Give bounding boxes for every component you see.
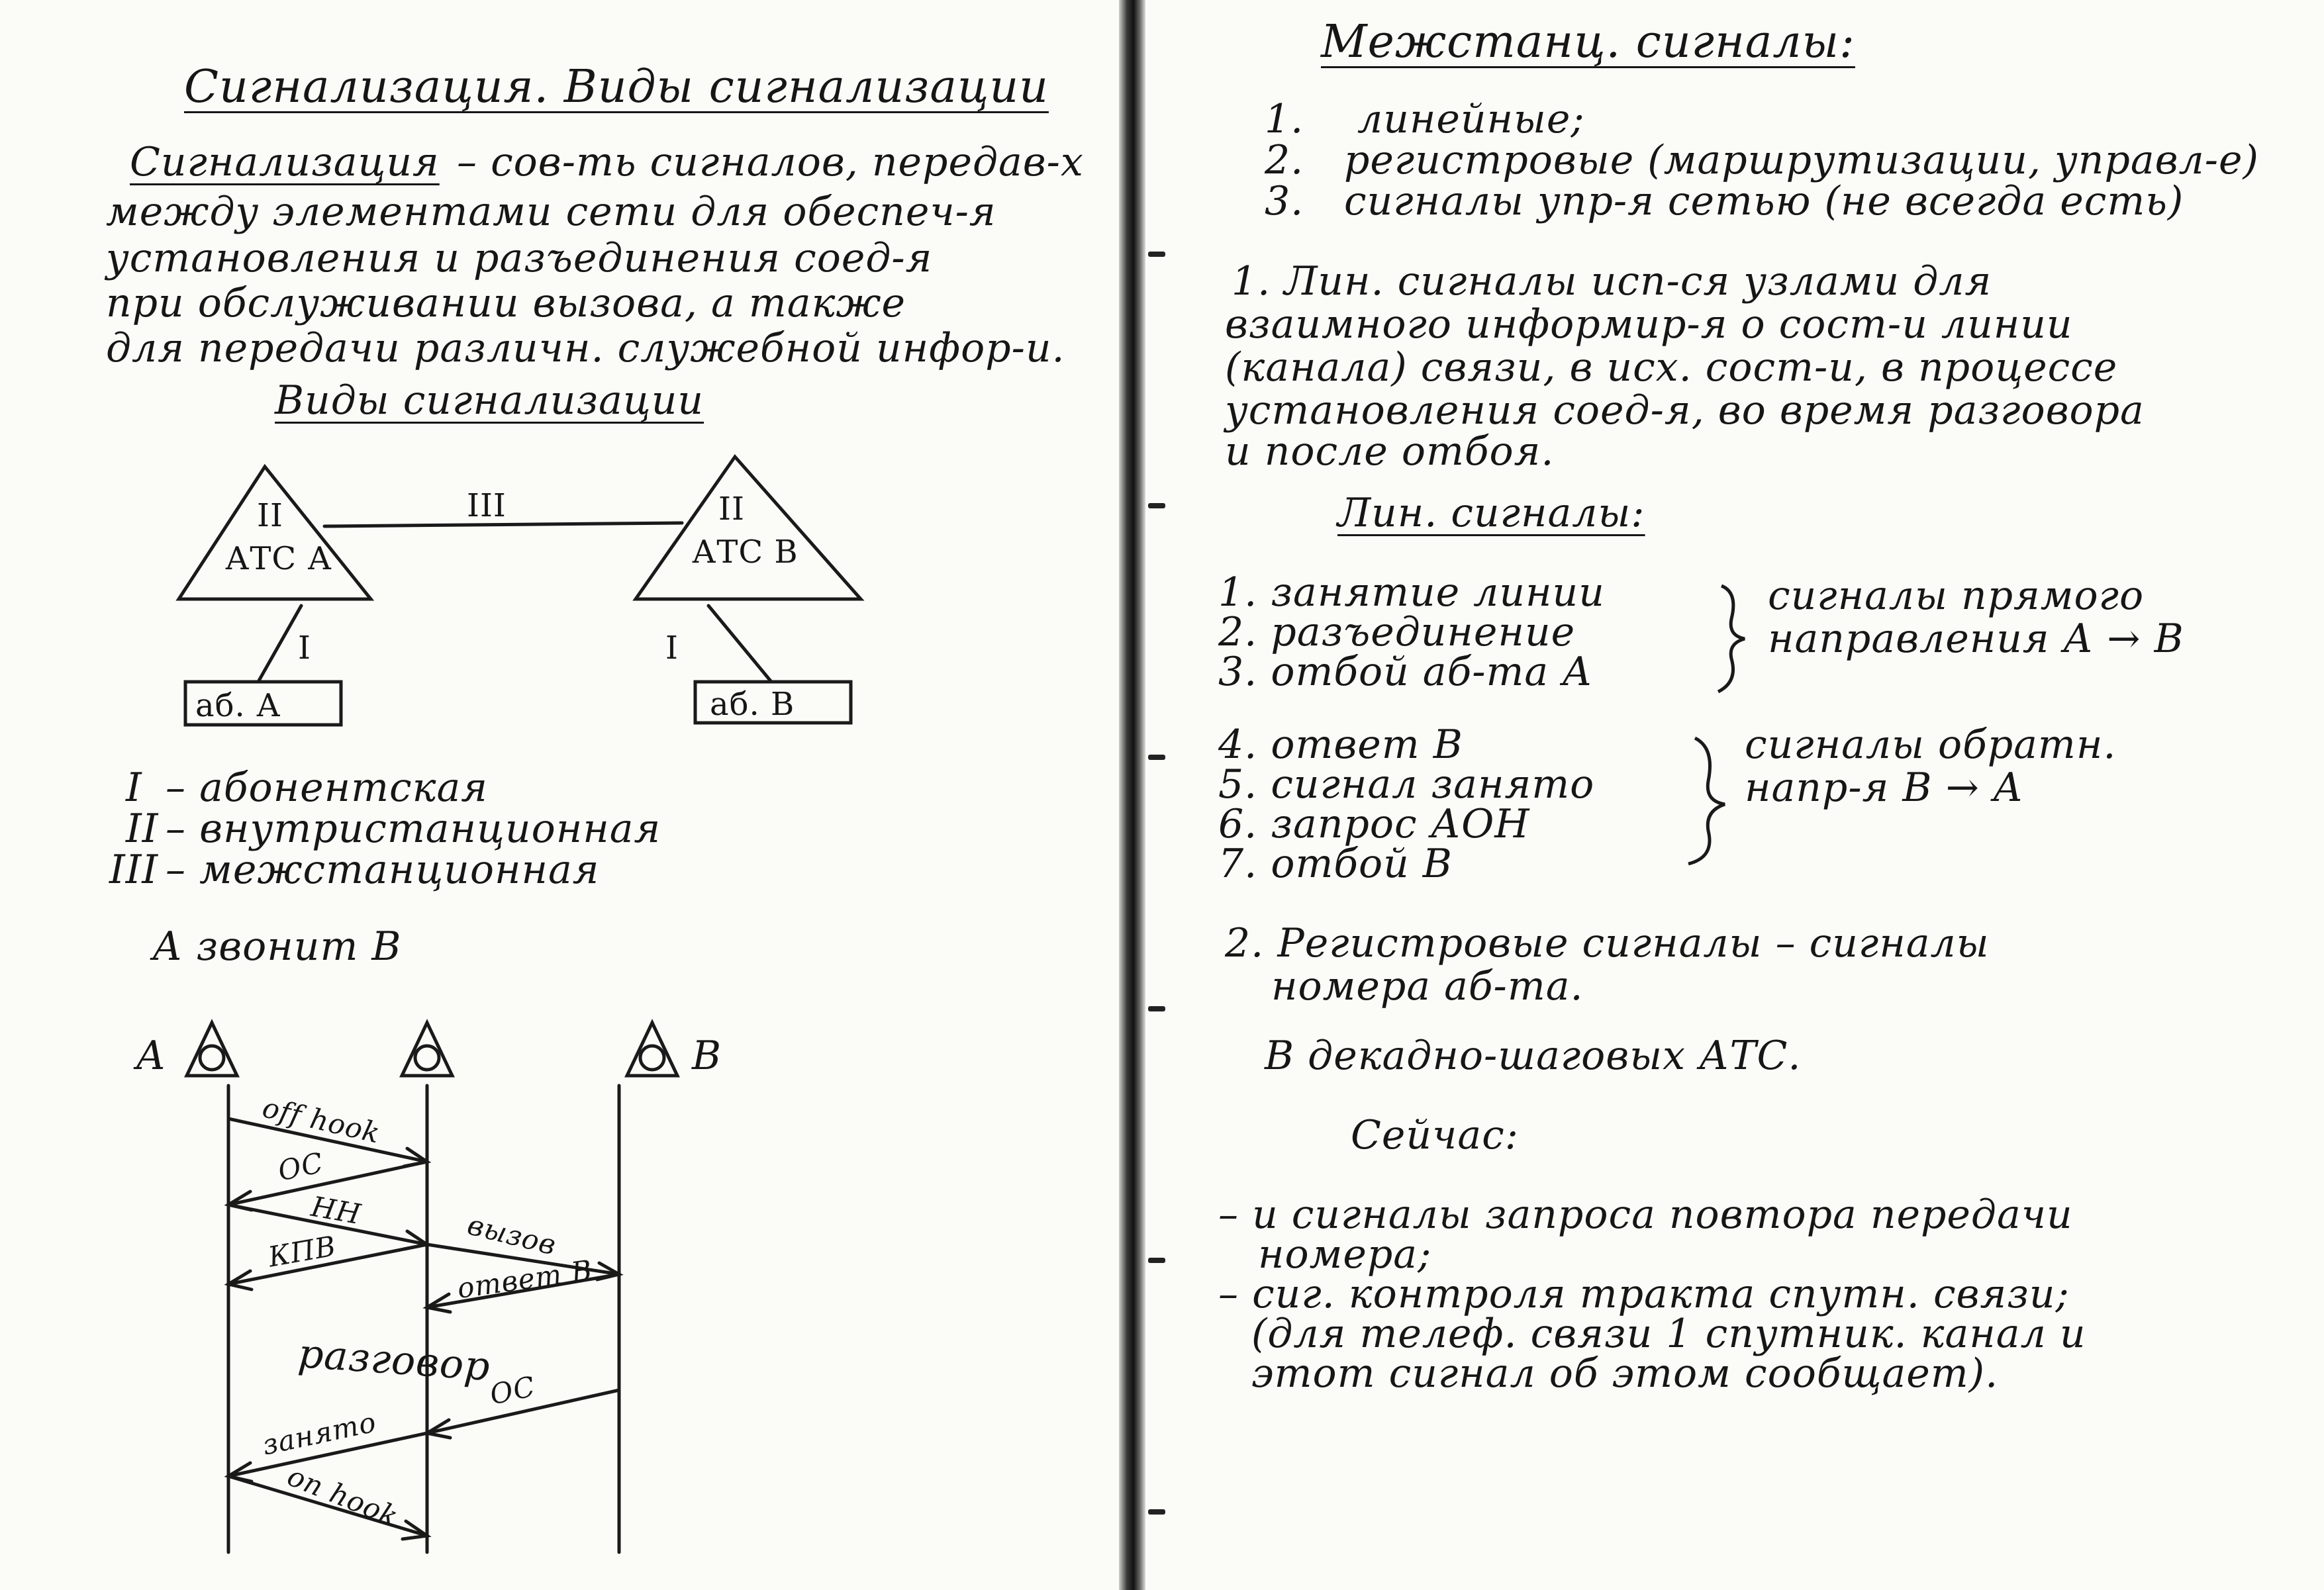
now-label: Сейчас: [1351,1112,1519,1158]
sub-a-label: аб. А [195,687,281,724]
msg-onhook-label: on hook [283,1459,403,1534]
right-page [1145,0,2324,1590]
category-text-3: сигналы упр-я сетью (не всегда есть) [1344,178,2184,224]
legend-text-2: – внутристанционная [166,806,661,852]
sequence-diagram [0,0,1119,1590]
fwd-item-2: 2. разъединение [1218,609,1576,655]
backward-brace [1688,738,1725,864]
msg-nn-label: НН [309,1190,364,1231]
definition-line-2: между элементами сети для обеспеч-я [106,189,996,235]
now-line-5: этот сигнал об этом сообщает). [1251,1350,1999,1397]
types-heading: Виды сигнализации [275,377,704,424]
now-line-2: номера; [1258,1231,1432,1278]
para1-line-3: (канала) связи, в исх. сост-и, в процессе [1225,344,2118,391]
definition-line-4: при обслуживании вызова, а также [106,280,906,326]
msg-kpv-label: КПВ [266,1229,339,1274]
left-title: Сигнализация. Виды сигнализации [184,61,1049,113]
seq-left-label: А [136,1033,167,1079]
definition-line-1: – сов-ть сигналов, передав-х [457,139,1084,185]
definition-line-3: установления и разъединения соед-я [106,235,933,281]
station-b-circle [640,1046,664,1070]
register-line-2: номера аб-та. [1271,963,1584,1009]
right-title: Межстанц. сигналы: [1321,16,1855,68]
scenario-text: А звонит В [152,923,402,970]
now-line-4: (для телеф. связи 1 спутник. канал и [1251,1311,2086,1357]
station-a-triangle [187,1023,237,1076]
left-page [0,0,1119,1590]
legend-mark-3: III [109,847,159,893]
ats-a-label: АТС А [225,540,332,577]
station-a-circle [200,1046,224,1070]
msg-oc2-label: ОС [487,1370,538,1411]
para1-line-1: 1. Лин. сигналы исп-ся узлами для [1232,258,1992,304]
msg-oc-label: ОС [275,1146,326,1188]
msg-busy-label: занято [259,1405,379,1462]
seq-right-label: В [692,1033,722,1079]
definition-term: Сигнализация [130,139,440,185]
bwd-item-2: 5. сигнал занято [1218,761,1595,808]
now-line-3: – сиг. контроля тракта спутн. связи; [1218,1271,2070,1317]
sub-b-label: аб. В [710,686,795,723]
category-text-1: линейные; [1357,96,1585,142]
notebook-spine [1119,0,1145,1590]
bwd-item-1: 4. ответ В [1218,722,1463,768]
category-num-1: 1. [1265,96,1304,142]
legend-text-1: – абонентская [166,765,488,811]
category-text-2: регистровые (маршрутизации, управл-е) [1344,137,2259,183]
legend-mark-2: II [126,806,159,852]
msg-answer-label: ответ В [455,1253,595,1305]
definition-line-5: для передачи различн. служебной инфор-и. [106,325,1065,371]
forward-brace [1718,586,1745,692]
category-num-3: 3. [1265,178,1304,224]
inter-link-label: III [467,487,507,524]
bwd-item-4: 7. отбой В [1218,841,1453,887]
para1-line-2: взаимного информир-я о сост-и линии [1225,301,2073,348]
fwd-item-3: 3. отбой аб-та А [1218,649,1593,695]
fwd-note-2: направления А → В [1768,616,2184,662]
bwd-note-1: сигналы обратн. [1745,722,2117,768]
fwd-note-1: сигналы прямого [1768,573,2145,619]
station-mid-triangle [402,1023,452,1076]
decade-line: В декадно-шаговых АТС. [1265,1033,1802,1079]
station-b-triangle [627,1023,677,1076]
ats-a-level: II [257,497,283,534]
now-line-1: – и сигналы запроса повтора передачи [1218,1192,2073,1238]
msg-offhook-label: off hook [259,1091,384,1150]
legend-text-3: – межстанционная [166,847,600,893]
talk-label: разговор [296,1330,492,1391]
sub-a-link-label: I [298,630,311,667]
station-mid-circle [415,1046,439,1070]
ats-b-label: АТС В [692,534,799,571]
register-line-1: 2. Регистровые сигналы – сигналы [1225,920,1990,966]
fwd-item-1: 1. занятие линии [1218,569,1605,616]
ats-b-level: II [718,491,745,528]
category-num-2: 2. [1265,137,1304,183]
line-signals-heading: Лин. сигналы: [1337,490,1645,536]
para1-line-5: и после отбоя. [1225,428,1555,475]
sub-b-link-label: I [665,630,679,667]
bwd-note-2: напр-я В → А [1745,765,2024,811]
bwd-item-3: 6. запрос АОН [1218,801,1530,847]
msg-call-label: вызов [464,1208,560,1262]
legend-mark-1: I [126,765,142,811]
para1-line-4: установления соед-я, во время разговора [1225,387,2145,434]
